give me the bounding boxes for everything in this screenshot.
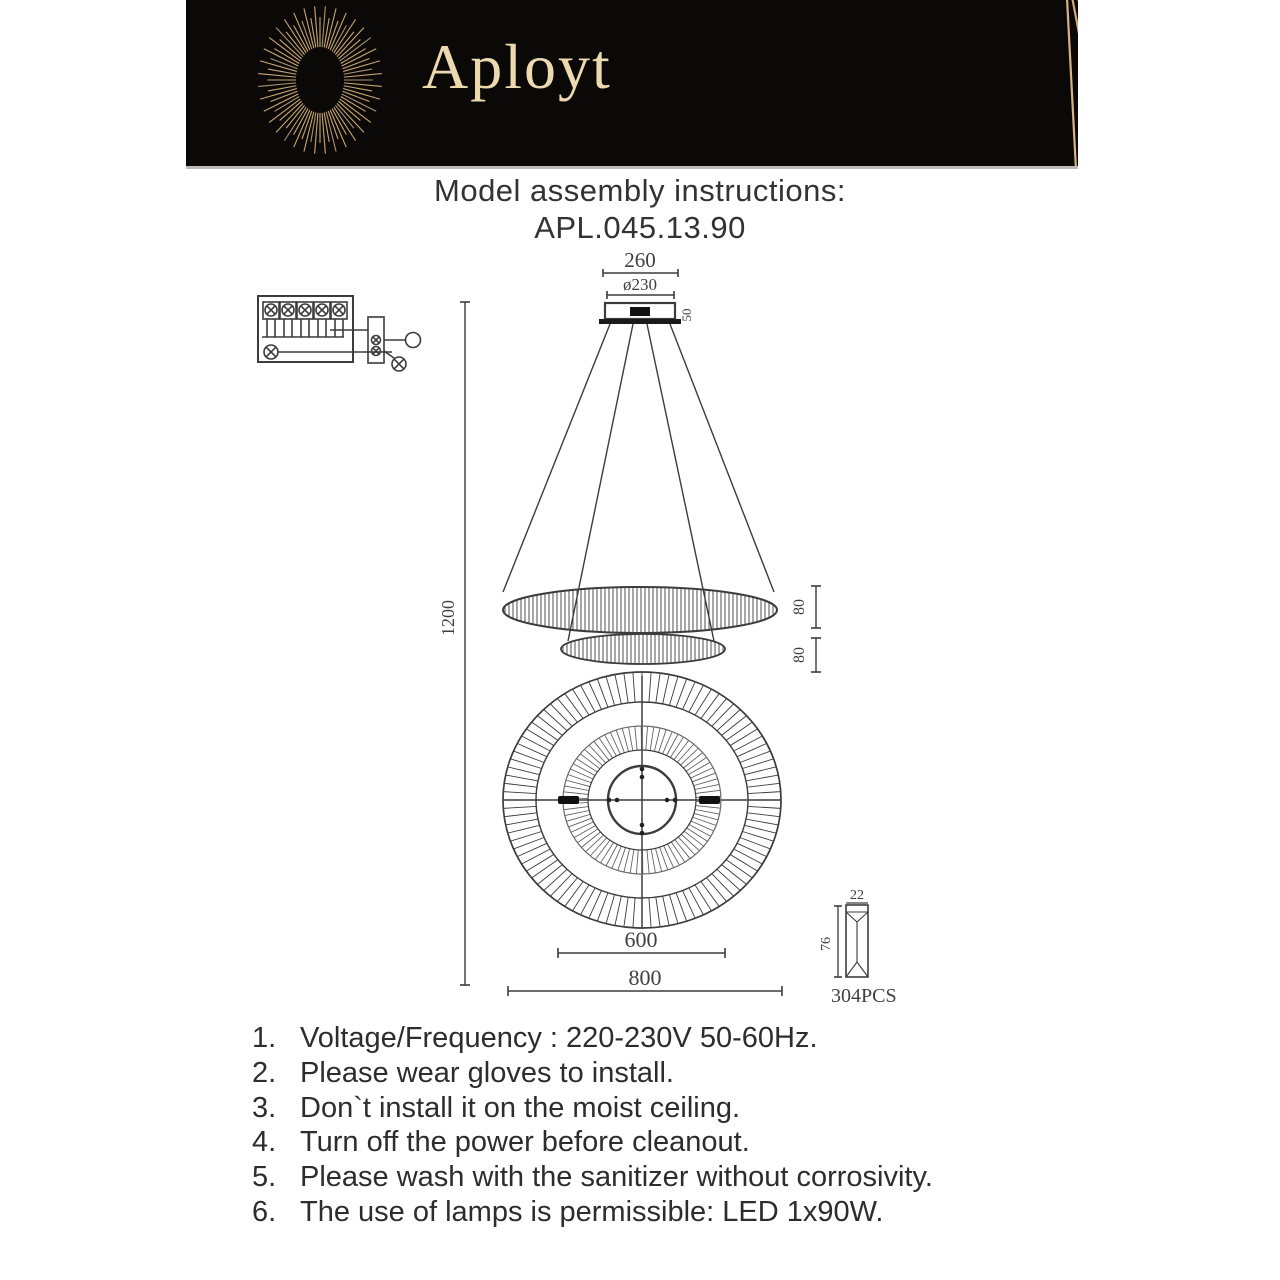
item-text: The use of lamps is permissible: LED 1x90W. <box>300 1195 884 1228</box>
dim-label-22: 22 <box>850 888 864 903</box>
dim-label-260: 260 <box>624 248 656 272</box>
instruction-list <box>252 1022 933 1231</box>
crystal-prism-detail <box>834 903 868 977</box>
item-number: 3. <box>252 1091 277 1124</box>
list-item <box>252 1126 933 1161</box>
dim-label-canopy-height: 50 <box>679 308 694 322</box>
list-item <box>252 1092 933 1127</box>
list-item <box>252 1196 933 1231</box>
dim-label-80-lower: 80 <box>791 647 808 663</box>
list-item <box>252 1161 933 1196</box>
dim-label-1200: 1200 <box>438 600 458 636</box>
dim-label-800: 800 <box>628 965 662 990</box>
list-item <box>252 1057 933 1092</box>
title-line1: Model assembly instructions: <box>434 173 846 208</box>
item-number: 5. <box>252 1161 277 1194</box>
item-number: 1. <box>252 1022 277 1054</box>
title-line2-model-code: APL.045.13.90 <box>534 210 746 245</box>
item-number: 6. <box>252 1195 277 1228</box>
dim-label-80-upper: 80 <box>791 599 808 615</box>
item-number: 4. <box>252 1126 277 1159</box>
dim-label-600: 600 <box>624 927 658 952</box>
crystal-count-label: 304PCS <box>831 985 897 1007</box>
item-text: Voltage/Frequency : 220-230V 50-60Hz. <box>300 1022 818 1054</box>
brand-logo-text: Aployt <box>422 31 612 102</box>
wiring-diagram <box>258 296 421 371</box>
dim-label-230: ø230 <box>623 275 657 294</box>
lamp-side-view <box>460 269 821 985</box>
item-text: Please wash with the sanitizer without corrosivity. <box>300 1161 933 1194</box>
item-text: Please wear gloves to install. <box>300 1056 674 1089</box>
item-text: Don`t install it on the moist ceiling. <box>300 1091 741 1124</box>
list-item <box>252 1022 933 1057</box>
item-number: 2. <box>252 1056 277 1089</box>
dim-label-76: 76 <box>819 937 834 951</box>
item-text: Turn off the power before cleanout. <box>300 1126 750 1159</box>
